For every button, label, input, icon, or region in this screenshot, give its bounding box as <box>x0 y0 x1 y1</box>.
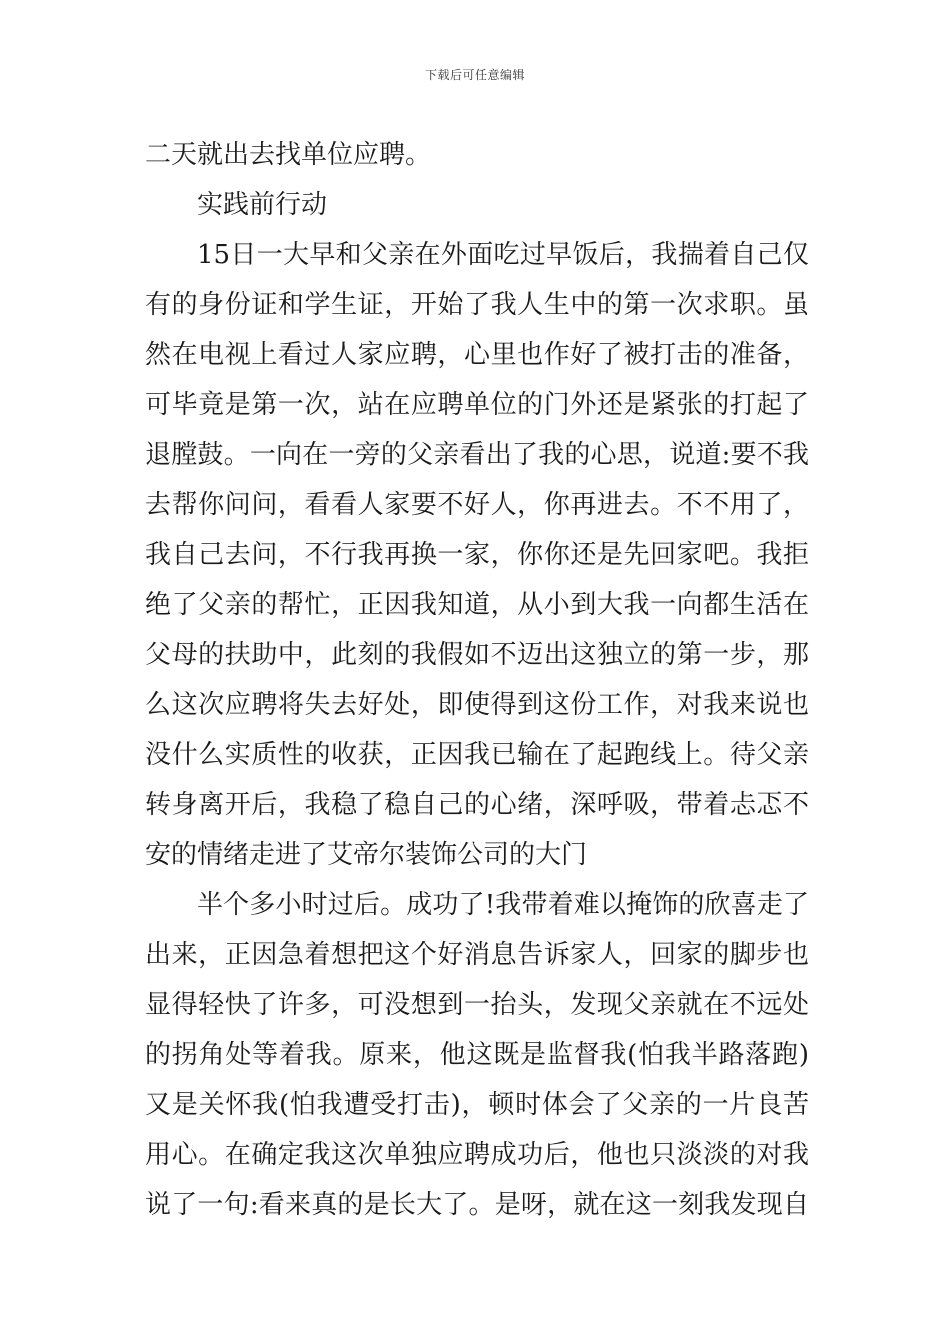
text-line: 去帮你问问，看看人家要不好人，你再进去。不不用了， <box>145 490 809 520</box>
text-line: 半个多小时过后。成功了!我带着难以掩饰的欣喜走了 <box>197 890 809 920</box>
body-text <box>145 131 809 1231</box>
text-line: 15日一大早和父亲在外面吃过早饭后，我揣着自己仅 <box>197 240 809 270</box>
text-line: 我自己去问，不行我再换一家，你你还是先回家吧。我拒 <box>145 540 809 570</box>
text-line: 有的身份证和学生证，开始了我人生中的第一次求职。虽 <box>145 290 809 320</box>
text-line: 说了一句:看来真的是长大了。是呀，就在这一刻我发现自 <box>145 1190 809 1220</box>
text-line: 二天就出去找单位应聘。 <box>145 140 432 170</box>
section-heading: 实践前行动 <box>197 190 328 220</box>
text-line: 父母的扶助中，此刻的我假如不迈出这独立的第一步，那 <box>145 640 809 670</box>
text-line: 用心。在确定我这次单独应聘成功后，他也只淡淡的对我 <box>145 1140 809 1170</box>
text-line: 退膛鼓。一向在一旁的父亲看出了我的心思，说道:要不我 <box>145 440 809 470</box>
text-line: 么这次应聘将失去好处，即使得到这份工作，对我来说也 <box>145 690 809 720</box>
header-note: 下载后可任意编辑 <box>424 68 525 82</box>
text-line: 的拐角处等着我。原来，他这既是监督我(怕我半路落跑) <box>145 1040 809 1070</box>
text-line: 安的情绪走进了艾帝尔装饰公司的大门 <box>145 840 588 870</box>
text-line: 然在电视上看过人家应聘，心里也作好了被打击的准备， <box>145 340 809 370</box>
text-line: 绝了父亲的帮忙，正因我知道，从小到大我一向都生活在 <box>145 590 809 620</box>
text-line: 没什么实质性的收获，正因我已输在了起跑线上。待父亲 <box>145 740 809 770</box>
text-line: 显得轻快了许多，可没想到一抬头，发现父亲就在不远处 <box>145 990 809 1020</box>
text-line: 可毕竟是第一次，站在应聘单位的门外还是紧张的打起了 <box>145 390 809 420</box>
text-line: 又是关怀我(怕我遭受打击)，顿时体会了父亲的一片良苦 <box>145 1090 809 1120</box>
text-line: 出来，正因急着想把这个好消息告诉家人，回家的脚步也 <box>145 940 809 970</box>
text-line: 转身离开后，我稳了稳自己的心绪，深呼吸，带着忐忑不 <box>145 790 809 820</box>
